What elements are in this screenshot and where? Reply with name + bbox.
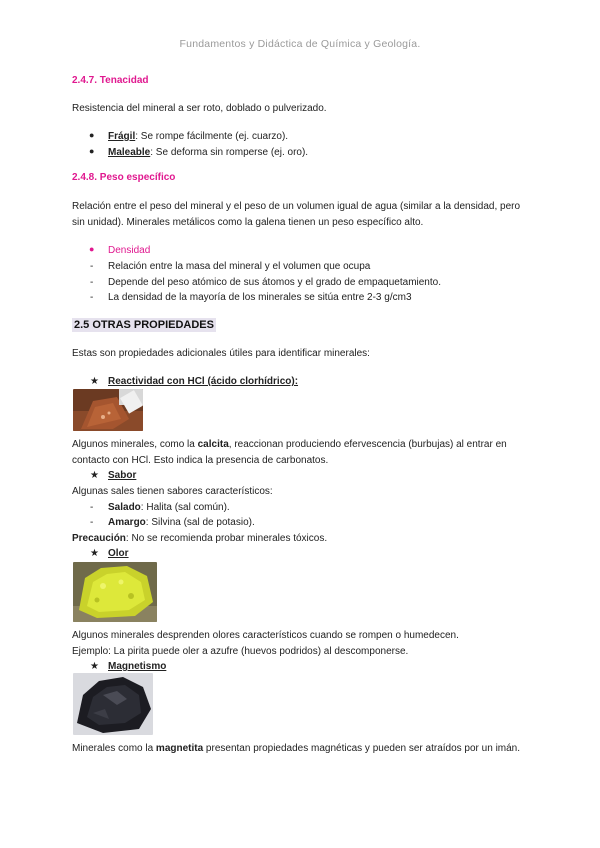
- reactividad-text-line1: [72, 438, 507, 451]
- dash-icon: -: [90, 261, 94, 272]
- peso-para-line1: Relación entre el peso del mineral y el peso de un volumen igual de agua (similar a la densidad, pero: [72, 201, 521, 212]
- precaucion-text: : No se recomienda probar minerales tóxicos.: [125, 533, 328, 544]
- sulfur-image: [73, 562, 157, 622]
- dash-icon: -: [90, 517, 94, 528]
- tenacidad-heading: 2.4.7. Tenacidad: [72, 75, 149, 86]
- salado-term: Salado: [108, 502, 141, 513]
- list-item-maleable: [108, 146, 308, 159]
- olor-text-2: Ejemplo: La pirita puede oler a azufre (huevos podridos) al descomponerse.: [72, 646, 409, 657]
- sabor-title: Sabor: [108, 470, 137, 481]
- amargo-term: Amargo: [108, 517, 146, 528]
- magnetite-image: [73, 673, 153, 735]
- bullet-icon: ●: [89, 244, 95, 254]
- sabor-intro: Algunas sales tienen sabores característicos:: [72, 486, 273, 497]
- dash-icon: -: [90, 277, 94, 288]
- reactividad-text-a: Algunos minerales, como la: [72, 439, 198, 450]
- term-maleable: Maleable: [108, 147, 151, 158]
- bullet-icon: ●: [89, 146, 95, 156]
- star-icon: ★: [90, 661, 99, 672]
- text-fragil: : Se rompe fácilmente (ej. cuarzo).: [135, 131, 289, 142]
- peso-para-line2: sin unidad). Minerales metálicos como la galena tienen un peso específico alto.: [72, 217, 424, 228]
- densidad-label: Densidad: [108, 245, 151, 256]
- calcita-term: calcita: [197, 439, 229, 450]
- reactividad-text-b: , reaccionan produciendo efervescencia (burbujas) al entrar en: [228, 439, 507, 450]
- calcite-acid-image: [73, 389, 143, 431]
- densidad-item-1: Relación entre la masa del mineral y el volumen que ocupa: [108, 261, 371, 272]
- precaucion-term: Precaución: [72, 533, 126, 544]
- sabor-amargo: [108, 516, 255, 529]
- list-item-fragil: [108, 130, 288, 143]
- salado-text: : Halita (sal común).: [140, 502, 230, 513]
- magnetismo-text-a: Minerales como la: [72, 743, 156, 754]
- reactividad-text-line2: contacto con HCl. Esto indica la presencia de carbonatos.: [72, 455, 329, 466]
- star-icon: ★: [90, 548, 99, 559]
- text-maleable: : Se deforma sin romperse (ej. oro).: [150, 147, 309, 158]
- peso-heading: 2.4.8. Peso específico: [72, 172, 176, 183]
- section-heading: 2.5 OTRAS PROPIEDADES: [74, 319, 214, 331]
- dash-icon: -: [90, 292, 94, 303]
- magnetismo-title: Magnetismo: [108, 661, 167, 672]
- dash-icon: -: [90, 502, 94, 513]
- olor-title: Olor: [108, 548, 129, 559]
- term-fragil: Frágil: [108, 131, 136, 142]
- tenacidad-intro: Resistencia del mineral a ser roto, doblado o pulverizado.: [72, 103, 327, 114]
- amargo-text: : Silvina (sal de potasio).: [145, 517, 255, 528]
- magnetita-term: magnetita: [155, 743, 204, 754]
- reactividad-title: Reactividad con HCl (ácido clorhídrico):: [108, 376, 299, 387]
- bullet-icon: ●: [89, 130, 95, 140]
- densidad-item-3: La densidad de la mayoría de los minerales se sitúa entre 2-3 g/cm3: [108, 292, 412, 303]
- sabor-salado: [108, 501, 230, 514]
- page-header: Fundamentos y Didáctica de Química y Geología.: [179, 38, 421, 50]
- magnetismo-text-b: presentan propiedades magnéticas y pueden ser atraídos por un imán.: [203, 743, 521, 754]
- densidad-item-2: Depende del peso atómico de sus átomos y el grado de empaquetamiento.: [108, 277, 441, 288]
- precaucion-note: [72, 532, 327, 545]
- magnetismo-text: [72, 742, 520, 755]
- otras-intro: Estas son propiedades adicionales útiles para identificar minerales:: [72, 348, 370, 359]
- olor-text-1: Algunos minerales desprenden olores característicos cuando se rompen o humedecen.: [72, 630, 459, 641]
- star-icon: ★: [90, 376, 99, 387]
- star-icon: ★: [90, 470, 99, 481]
